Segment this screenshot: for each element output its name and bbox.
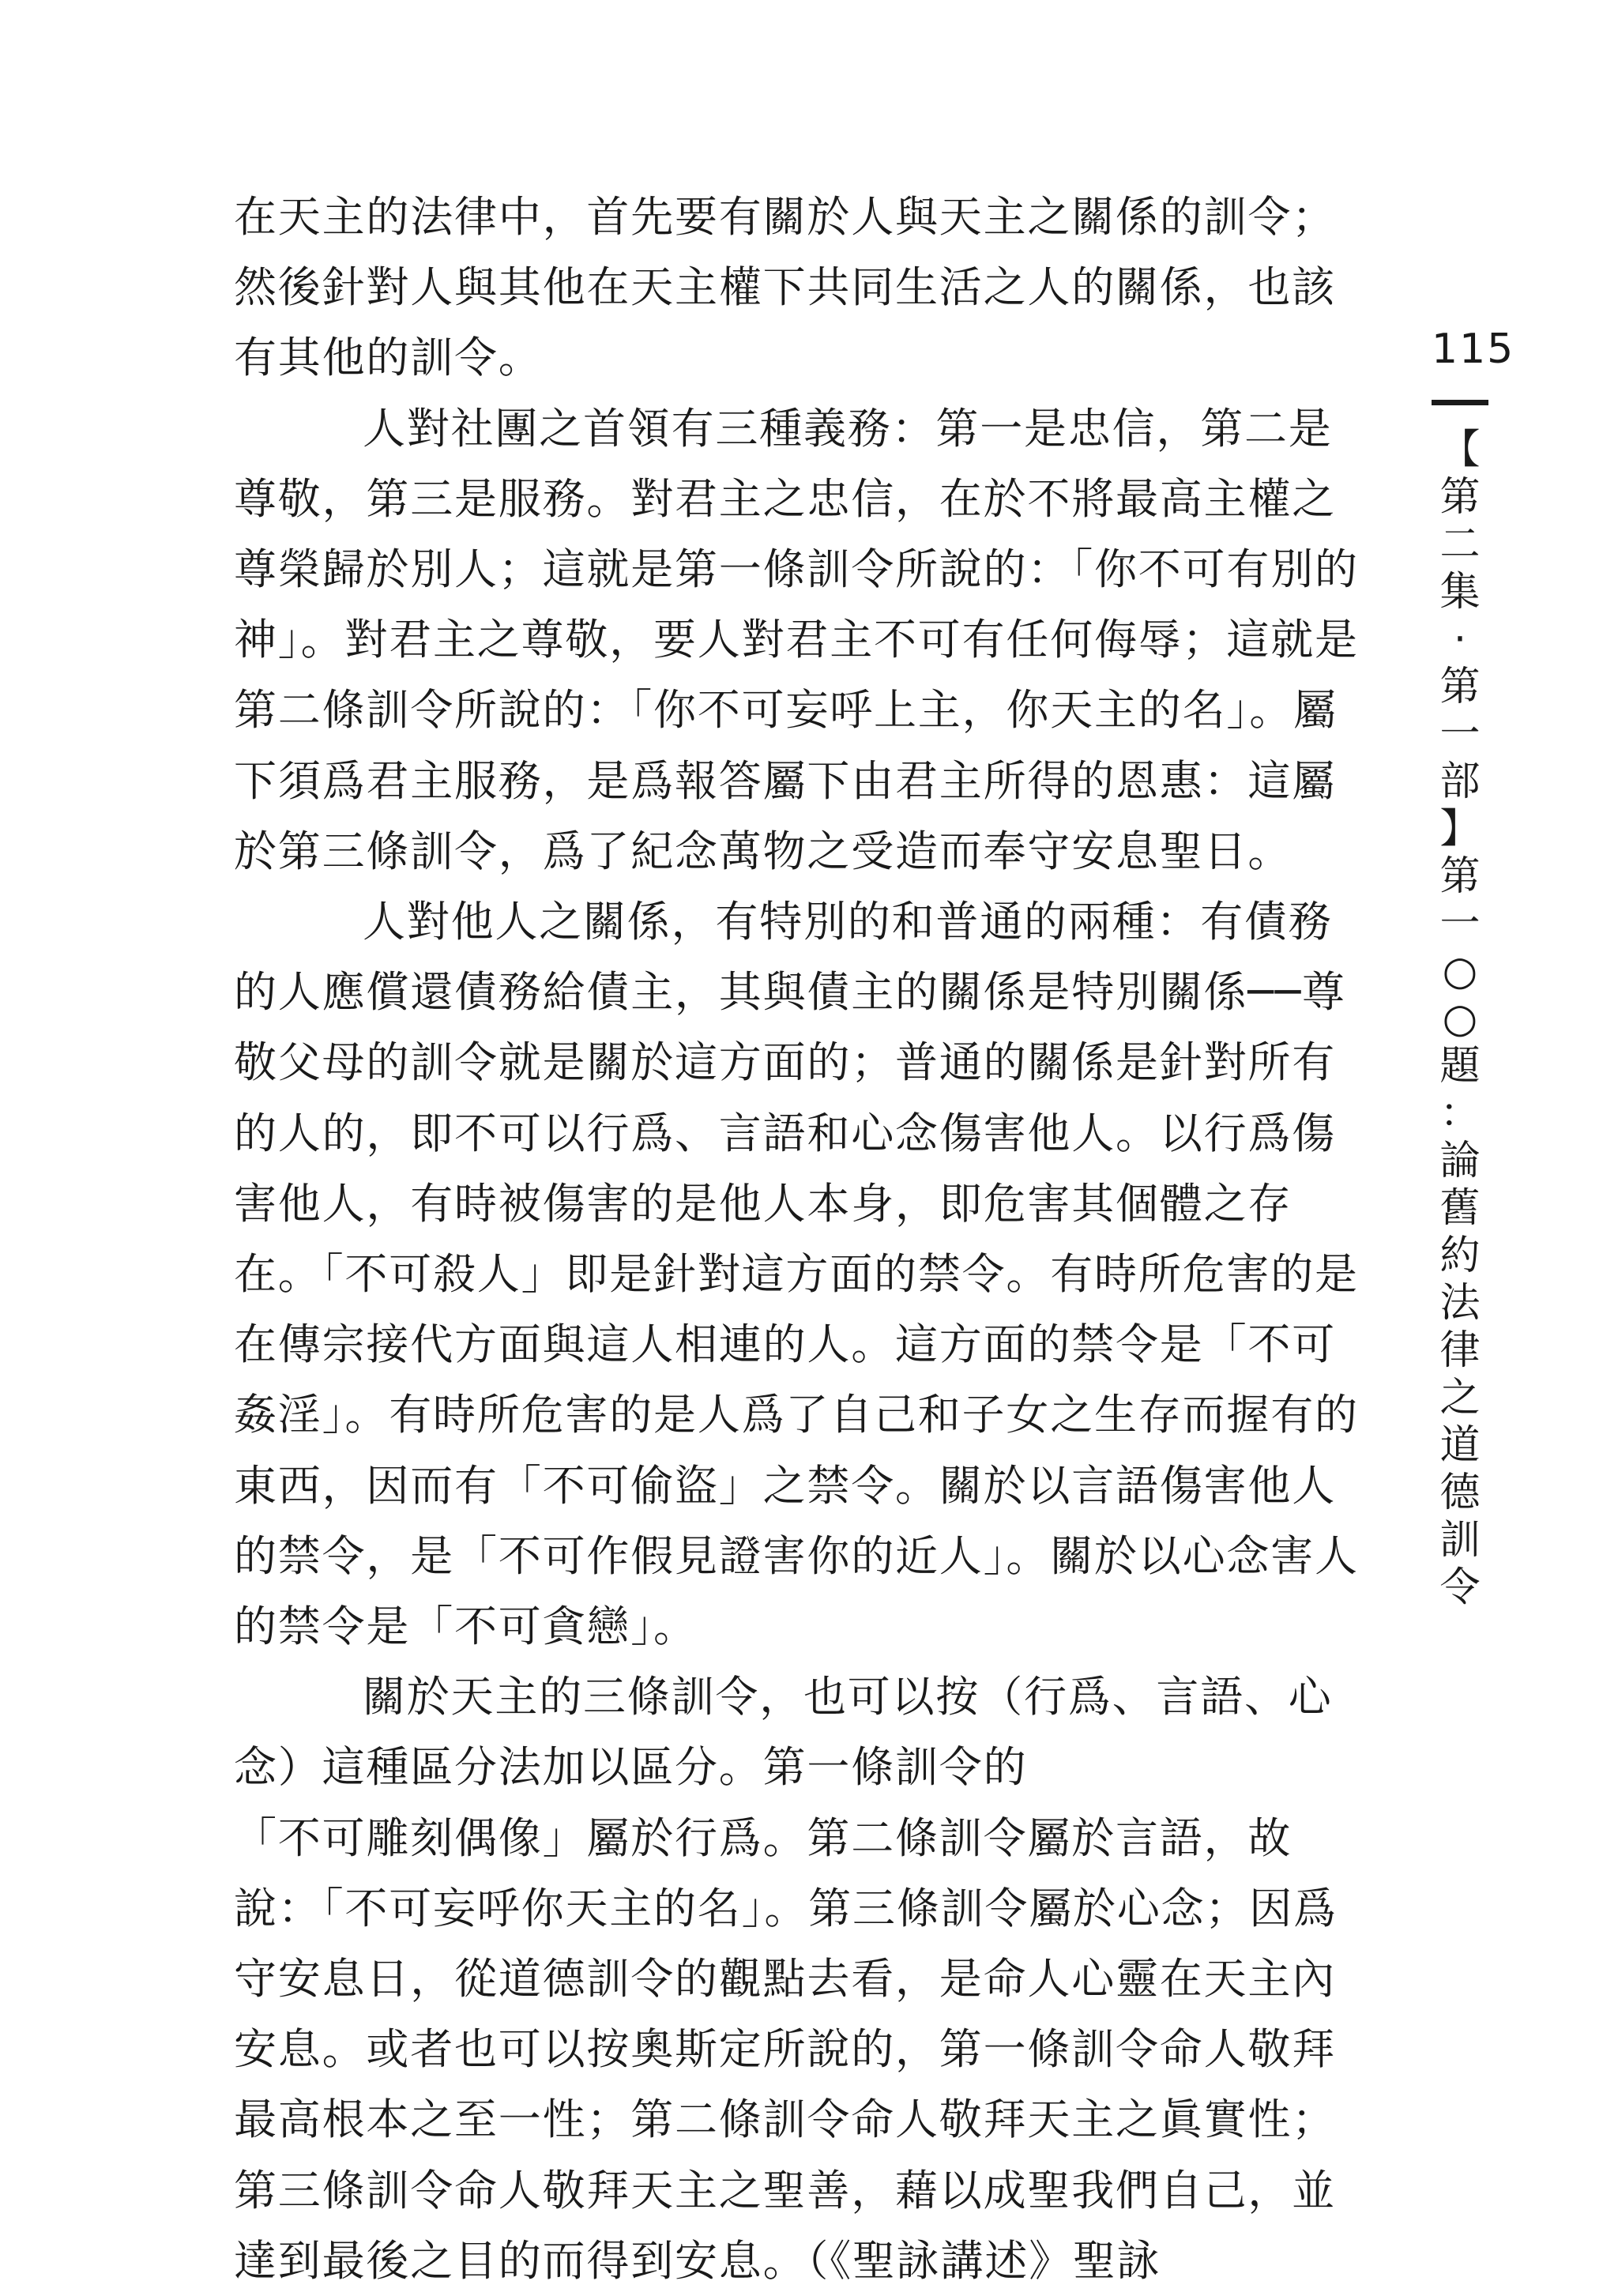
- running-head-char: 論: [1439, 1138, 1481, 1184]
- running-head-char: ○: [1442, 996, 1478, 1042]
- text-segment: 人對他人之關係，有特別的和普通的兩種：有債務的人應償還債務給債主，其與債主的關係是特別關係──尊敬父母的訓令就是關於這方面的；普通的關係是針對所有的人的，即不可以行爲、言語和心念傷害他人。以行爲傷害他人，有時被傷害的是他人本身，即危害其個體之存在。: [234, 897, 1346, 1300]
- page-number: 115: [1432, 326, 1515, 373]
- running-head-char: 道: [1439, 1422, 1481, 1469]
- running-head-char: 法: [1439, 1280, 1481, 1327]
- running-head-char: ○: [1442, 948, 1478, 995]
- running-head-char: 訓: [1439, 1517, 1481, 1564]
- text-segment: 在天主的法律中，首先要有關於人與天主之關係的訓令；然後針對人與其他在天主權下共同生活之人的關係，也該有其他的訓令。: [234, 192, 1336, 383]
- text-segment: 即是針對這方面的禁令。有時所危害的是在傳宗接代方面與這人相連的人。這方面的禁令是: [234, 1249, 1359, 1370]
- running-head-char: 題: [1439, 1043, 1481, 1090]
- text-segment: 之禁令。關於以言語傷害他人的禁令，是: [234, 1460, 1337, 1581]
- margin-rule: [1432, 400, 1488, 405]
- running-head-char: 第: [1439, 474, 1481, 521]
- running-head-char: 第: [1439, 853, 1481, 900]
- text-segment: 。關於以心念害人的禁令是: [234, 1530, 1359, 1652]
- text-segment: 人對社團之首領有三種義務：第一是忠信，第二是尊敬，第三是服務。對君主之忠信，在於不將最高主權之尊榮歸於別人；這就是第一條訓令所說的：: [234, 403, 1336, 595]
- running-head-char: ·: [1453, 616, 1467, 663]
- quoted-commandment: 「不可作假見證害你的近人」: [454, 1530, 1007, 1581]
- running-head-char: 律: [1439, 1327, 1481, 1374]
- running-head-char: 一: [1439, 901, 1481, 947]
- paragraph-1: [234, 182, 1372, 393]
- text-segment: 。第三條訓令屬於心念；因爲守安息日，從道德訓令的觀點去看，是命人心靈在天主內安息。或者也可以按奧斯定所說的，第一條訓令命人敬拜最高根本之至一性；第二條訓令命人敬拜天主之眞實性；第三條訓令命人敬拜天主之聖善，藉以成聖我們自己，並達到最後之目的而得到安息。（《聖詠講述》聖詠: [234, 1883, 1338, 2286]
- quoted-commandment: 「不可貪戀」: [410, 1602, 654, 1652]
- running-head-char: 之: [1439, 1375, 1481, 1421]
- paragraph-2: [234, 393, 1372, 886]
- running-head-char: 第: [1439, 664, 1481, 710]
- running-head-char: 】: [1439, 806, 1481, 853]
- running-head-char: 【: [1439, 427, 1481, 473]
- running-head-char: 集: [1439, 569, 1481, 615]
- running-head-char: 德: [1439, 1470, 1481, 1516]
- text-segment: 關於天主的三條訓令，也可以按（行爲、言語、心念）這種區分法加以區分。第一條訓令的: [234, 1672, 1333, 1793]
- quoted-commandment: 「不可偷盜」: [498, 1460, 763, 1511]
- text-segment: 。屬下須爲君主服務，是爲報答屬下由君主所得的恩惠：這屬於第三條訓令，爲了紀念萬物之受造而奉守安息聖日。: [234, 685, 1338, 876]
- quoted-commandment: 「不可雕刻偶像」: [234, 1812, 587, 1863]
- paragraph-4: [234, 1662, 1372, 2296]
- running-head-char: 舊: [1439, 1185, 1481, 1232]
- running-head-char: 部: [1439, 758, 1481, 805]
- body-text: [234, 182, 1372, 2296]
- text-segment: 。對君主之尊敬，要人對君主不可有任何侮辱；這就是第二條訓令所說的：: [234, 615, 1359, 736]
- running-head-char: 一: [1439, 711, 1481, 758]
- running-head-char: 約: [1439, 1233, 1481, 1279]
- quoted-commandment: 「不可殺人」: [322, 1249, 566, 1300]
- running-head-char: 令: [1439, 1564, 1481, 1611]
- quoted-commandment: 「不可姦淫」: [234, 1319, 1337, 1440]
- paragraph-3: [234, 886, 1372, 1662]
- quoted-commandment: 「你不可妄呼上主，你天主的名」: [630, 685, 1250, 736]
- quoted-commandment: 「不可妄呼你天主的名」: [322, 1883, 765, 1933]
- text-segment: 屬於行爲。第二條訓令屬於言語，故說：: [234, 1812, 1293, 1933]
- text-segment: 。: [653, 1602, 698, 1652]
- text-segment: 。有時所危害的是人爲了自己和子女之生存而握有的東西，因而有: [234, 1390, 1359, 1511]
- quoted-commandment: 「你不可有別的神」: [234, 544, 1359, 665]
- running-head: [1432, 427, 1488, 1612]
- running-head-char: 二: [1439, 521, 1481, 568]
- running-head-char: ：: [1439, 1090, 1481, 1137]
